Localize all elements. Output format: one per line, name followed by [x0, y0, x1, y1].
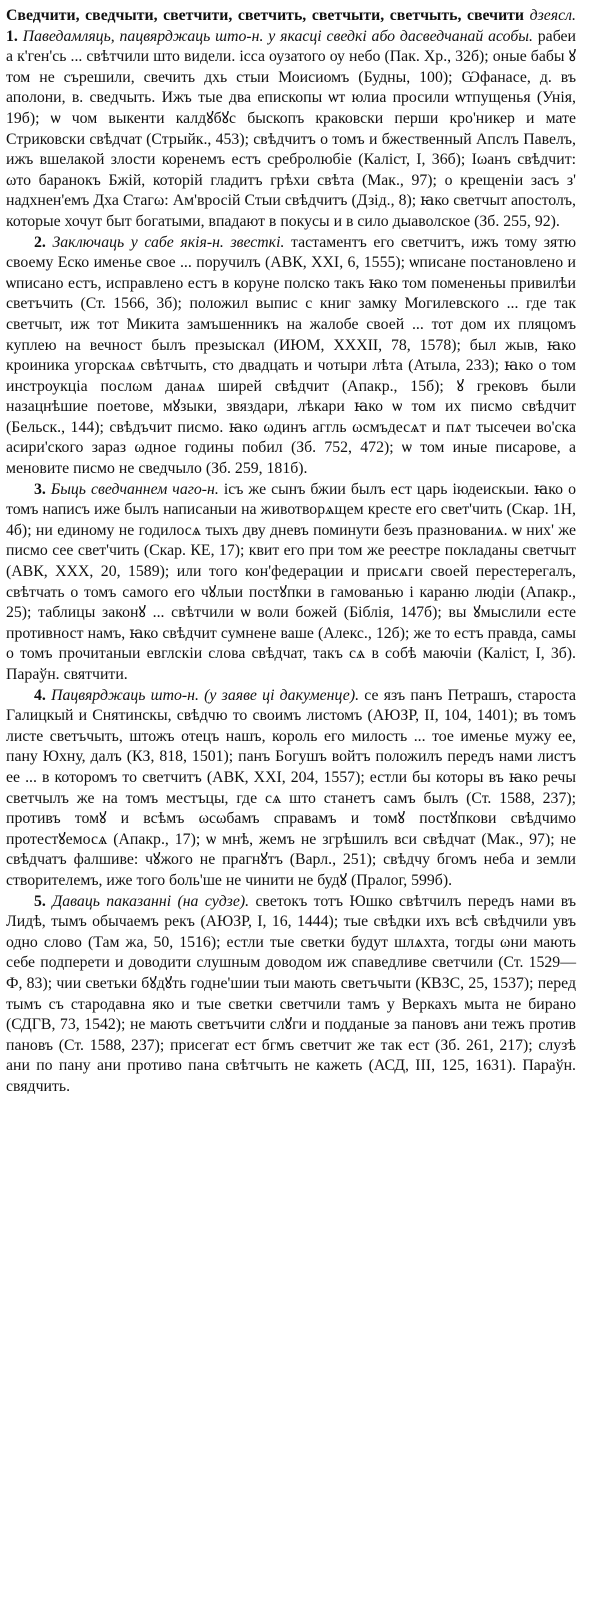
sense-number: 1. [6, 27, 18, 45]
sense-number: 5. [34, 892, 46, 910]
sense-definition: Быць сведчаннем чаго-н. [50, 480, 219, 498]
headword: Сведчити, сведчыти, светчити, светчить, светчыти, светчыть, свечити [6, 7, 525, 24]
sense-citations: светокъ тотъ Юшко свѣтчилъ передъ нами въ Лидѣ, тымъ обычаемъ рекъ (АЮЗР, I, 16, 1444); тые свѣдки ихъ всѣ свѣдчили увъ одно слово (Там жа, 50, 1516); естли тые светки будут шлѧхта, тогды ωни мають себе подперети и доводити слушным доводом иж спаведливе светчили (Ст. 1529—Ф, 83); чии светьки бꙋдꙋть годне'шии тыи мають светъчыти (КВЗС, 25, 1537); перед тымъ съ стародавна яко и тые светки светчили тамъ у Веркахъ мыта не бирано (СДГВ, 73, 1542); не мають светъчити слꙋги и подданые за пановъ ани тежъ против пановъ (Ст. 1588, 237); присегат ест бгмъ светчит же так ест (Зб. 261, 217); слузѣ ани по пану ани противо пана свѣтчыть не кажеть (АСД, III, 125, 1631). Параўн. свядчить. [6, 892, 577, 1095]
sense-1 [6, 6, 576, 233]
sense-number: 3. [34, 480, 46, 498]
sense-number: 2. [34, 233, 46, 251]
sense-definition: Паведамляць, пацвярджаць што-н. у якасці сведкі або дасведчанай асобы. [22, 27, 533, 45]
sense-citations: ісъ же сынъ бжии былъ ест царь іюдеискыи. ꙗко о томъ написъ иже былъ написаныи на животворѧщем кресте его свет'чить (Скар. 1Н, 4б); ни единому не годилосѧ тыхъ дву дневъ поминути безъ празнованиѧ. ѡ них' же писмо сее свет'чить (Скар. КЕ, 17); квит его при том же реестре покладаны светчыт (АВК, XXX, 20, 1589); или того кон'федерации и присѧги своей перестерегалъ, свѣтчать о томъ самого его чꙋлыи постꙋпки в гамованью і караню людіи (Апакр., 25); таблицы законꙋ ... свѣтчили ѡ воли божей (Біблія, 147б); вы ꙋмыслили есте противност намъ, ꙗко свѣдчит сумнене ваше (Алекс., 12б); же то естъ правда, самы о томъ прочитаныи евглскіи слова свѣдчат, такъ сѧ в собѣ маючіи (Каліст, I, 3б). Параўн. святчити. [6, 480, 576, 683]
sense-definition: Заключаць у сабе якія-н. звесткі. [52, 233, 285, 251]
sense-citations: рабеи а к'ген'сь ... свѣтчили што видели. ісса оузатого оу небо (Пак. Хр., 32б); оные бабы ꙋ том не сърешили, свечить дхь стыи Моисиомъ (Будны, 100); Ѡфанасе, д. въ аполони, в. сведчыть. Ижъ тые два епископы ѡт юлиа просили ѡтпущенья (Унія, 19б); ѡ чом выкенти калдꙋбꙋс быскопъ краковски перши кро'никер и мате Стриковски свѣдчат (Стрыйк., 453); свѣдчитъ о томъ и бжественный Апслъ Павелъ, ижъ вшелакой злости коренемъ естъ сребролюбіе (Каліст, I, 36б); Іωанъ свѣдчит: ωто баранокъ Бжій, которій гладитъ грѣхи свѣта (Мак., 97); о крещеніи засъ з' надхнен'емъ Дха Стагω: Ам'вросій Стыи свѣдчитъ (Дзід., 8); ꙗко светчыт апостолъ, которые хочут быт богатыми, впадают в покусы и в сило дыаволское (Зб. 255, 92). [6, 27, 576, 230]
sense-3 [6, 480, 576, 686]
sense-citations: тастаментъ его светчитъ, ижъ тому зятю своему Еско именье свое ... поручилъ (АВК, XXI, 6, 1555); ѡписане постановлено и ѡписано естъ, исправлено естъ в коруне полско такъ ꙗко том помененьы привилѣи светъчить (Ст. 1566, 3б); положил выпис с книг замку Могилевского ... где так светчыт, иж тот Микита замъшенникъ на жалобе своей ... тот дом их пляцомъ куплею на вечност былъ презыскал (ИЮМ, XXXII, 78, 1578); был жыв, ꙗко кроиника угорскаѧ свѣтчыть, сто двадцать и чотыри лѣта (Атыла, 233); ꙗко о том инстроукцiа послωм данаѧ ширей свѣдчит (Апакр., 15б); ꙋ грековъ были назацнѣшие поетове, мꙋзыки, звяздари, лѣкари ꙗко ѡ том их писмо свѣдчит (Бельск., 144); свѣдъчит писмо. ꙗко ωдинъ аггль ωсмъдесѧт и пѧт тысечеи во'ска асири'ского зараз ωдное годины побил (Зб. 752, 472); ѡ том иные писарове, а меновите писмо не сведчыло (Зб. 259, 181б). [6, 233, 577, 478]
sense-2 [6, 233, 576, 480]
sense-citations: се язъ панъ Петрашъ, староста Галицкый и Снятинскы, свѣдчю то своимъ листомъ (АЮЗР, II, 104, 1401); въ томъ листе светъчыть, штожъ отецъ нашъ, король его милость ... тое именье мужу ее, пану Юхну, далъ (КЗ, 818, 1501); панъ Богушъ войтъ положилъ передъ нами листъ ее ... в которомъ то светчитъ (АВК, XXI, 204, 1557); естли бы которы въ ꙗко речы светчылъ же на томъ местъцы, где сѧ што станетъ самъ былъ (Ст. 1588, 237); противъ томꙋ и всѣмъ ωсωбамъ справамъ и томꙋ постꙋпкови свѣдчимо протестꙋемосѧ (Апакр., 17); ѡ мнѣ, жемъ не згрѣшилъ вси свѣдчат (Мак., 97); не свѣдчатъ фалшиве: чꙋжого не прагнꙋтъ (Варл., 251); свѣдчу бгомъ неба и земли створителемъ, иже того боль'ше не чинити не будꙋ (Пралог, 599б). [6, 686, 577, 889]
sense-definition: Пацвярджаць што-н. (у заяве ці дакуменце). [51, 686, 360, 704]
sense-5 [6, 892, 576, 1098]
sense-4 [6, 686, 576, 892]
sense-definition: Даваць паказанні (на судзе). [52, 892, 250, 910]
part-of-speech: дзеясл. [529, 7, 576, 24]
sense-number: 4. [34, 686, 46, 704]
